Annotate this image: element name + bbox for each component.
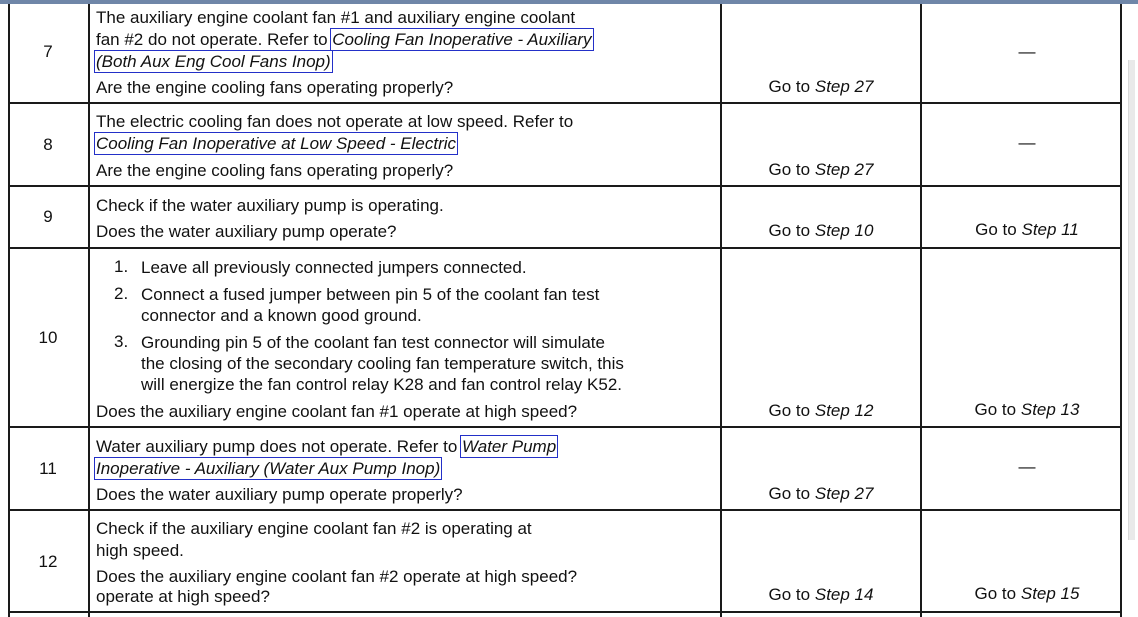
action-text — [96, 458, 440, 479]
column-divider-step — [88, 4, 90, 617]
no-result: — — [1018, 133, 1036, 152]
action-text: The auxiliary engine coolant fan #1 and auxiliary engine coolant — [96, 8, 576, 27]
question-text: Does the water auxiliary pump operate properly? — [96, 485, 463, 504]
table-border-left — [8, 4, 10, 617]
link-cooling-fan-inoperative-auxiliary[interactable]: Cooling Fan Inoperative - Auxiliary — [332, 30, 592, 49]
yes-result: Go to Step 12 — [768, 401, 874, 420]
action-text — [96, 51, 331, 72]
action-text: Water auxiliary pump does not operate. Refer to Water Pump — [96, 437, 557, 456]
step-reference[interactable]: Step 14 — [814, 585, 874, 604]
link-cooling-fan-inoperative-low-speed[interactable]: Cooling Fan Inoperative at Low Speed - Electric — [96, 134, 457, 153]
step-reference[interactable]: Step 15 — [1020, 584, 1080, 603]
yes-result: Go to Step 27 — [768, 77, 874, 96]
step-number: 9 — [43, 207, 53, 226]
action-text — [96, 133, 456, 154]
no-result: Go to Step 13 — [974, 400, 1080, 419]
question-text: Does the water auxiliary pump operate? — [96, 222, 397, 241]
row-divider — [8, 247, 1122, 249]
list-number: 2. — [114, 284, 129, 303]
yes-result: Go to Step 27 — [768, 160, 874, 179]
question-text: operate at high speed? — [96, 587, 270, 606]
step-reference[interactable]: Step 13 — [1020, 400, 1080, 419]
step-reference[interactable]: Step 11 — [1021, 220, 1079, 239]
step-number: 10 — [38, 328, 58, 347]
list-item: Grounding pin 5 of the coolant fan test connector will simulate — [141, 333, 605, 352]
row-divider — [8, 102, 1122, 104]
no-result: — — [1018, 457, 1036, 476]
yes-result: Go to Step 27 — [768, 484, 874, 503]
step-number: 11 — [39, 459, 57, 478]
yes-result: Go to Step 10 — [768, 221, 874, 240]
list-item: will energize the fan control relay K28 and fan control relay K52. — [141, 375, 622, 394]
question-text: Does the auxiliary engine coolant fan #1 operate at high speed? — [96, 402, 578, 421]
row-divider — [8, 426, 1122, 428]
step-reference[interactable]: Step 27 — [814, 160, 874, 179]
action-text: The electric cooling fan does not operate at low speed. Refer to — [96, 112, 574, 131]
action-text: Check if the auxiliary engine coolant fan #2 is operating at — [96, 519, 532, 538]
link-water-pump[interactable]: Water Pump — [462, 437, 557, 456]
step-reference[interactable]: Step 12 — [814, 401, 874, 420]
list-number: 3. — [114, 332, 129, 351]
question-text: Are the engine cooling fans operating properly? — [96, 161, 454, 180]
no-result: Go to Step 11 — [975, 220, 1079, 239]
list-item: the closing of the secondary cooling fan temperature switch, this — [141, 354, 624, 373]
no-result: — — [1018, 42, 1036, 61]
list-item: connector and a known good ground. — [141, 306, 422, 325]
action-text: fan #2 do not operate. Refer to Cooling Fan Inoperative - Auxiliary — [96, 30, 592, 49]
step-number: 12 — [38, 552, 58, 571]
step-number: 7 — [43, 42, 53, 61]
no-result: Go to Step 15 — [974, 584, 1080, 603]
link-water-pump-inoperative-auxiliary[interactable]: Inoperative - Auxiliary (Water Aux Pump Inop) — [96, 459, 441, 478]
yes-result: Go to Step 14 — [768, 585, 874, 604]
step-reference[interactable]: Step 27 — [814, 484, 874, 503]
window-top-bar — [0, 0, 1138, 4]
list-item: Connect a fused jumper between pin 5 of the coolant fan test — [141, 285, 600, 304]
step-number: 8 — [43, 135, 53, 154]
row-divider — [8, 509, 1122, 511]
question-text: Are the engine cooling fans operating properly? — [96, 78, 454, 97]
link-both-aux-eng-cool-fans-inop[interactable]: (Both Aux Eng Cool Fans Inop) — [96, 52, 331, 71]
step-reference[interactable]: Step 10 — [814, 221, 874, 240]
list-item: Leave all previously connected jumpers connected. — [141, 258, 527, 277]
row-divider — [8, 611, 1122, 613]
action-text: Check if the water auxiliary pump is operating. — [96, 196, 444, 215]
list-number: 1. — [114, 257, 129, 276]
question-text: Does the auxiliary engine coolant fan #2 operate at high speed? — [96, 567, 578, 586]
action-text: high speed. — [96, 541, 184, 560]
row-divider — [8, 185, 1122, 187]
column-divider-yes — [920, 4, 922, 617]
step-reference[interactable]: Step 27 — [814, 77, 874, 96]
